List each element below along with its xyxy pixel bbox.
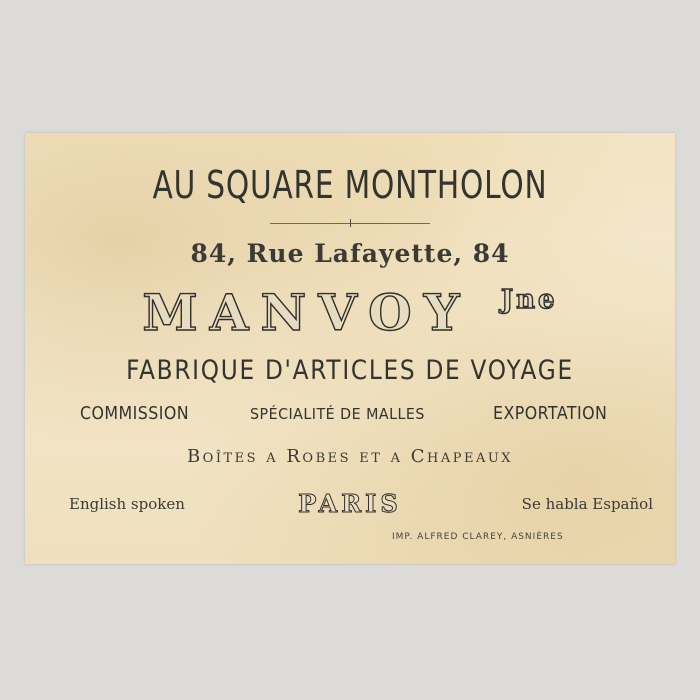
trade-description: FABRIQUE D'ARTICLES DE VOYAGE (126, 355, 574, 386)
city-name: PARIS (298, 489, 402, 518)
shop-name-heading: AU SQUARE MONTHOLON (152, 163, 548, 207)
goods-line: Boîtes a Robes et a Chapeaux (186, 446, 514, 467)
trade-card (25, 133, 675, 564)
spanish-spoken-note: Se habla Español (521, 495, 653, 513)
ornamental-rule-tick (350, 219, 351, 227)
proprietor-name (25, 283, 675, 342)
services-row (25, 403, 675, 427)
service-commission: COMMISSION (80, 403, 190, 424)
english-spoken-note: English spoken (69, 495, 185, 513)
service-speciality: SPÉCIALITÉ DE MALLES (250, 405, 425, 423)
street-address: 84, Rue Lafayette, 84 (190, 239, 510, 268)
bottom-row (25, 489, 675, 519)
proprietor-suffix: Jne (500, 285, 558, 315)
service-export: EXPORTATION (493, 403, 608, 424)
proprietor-surname: MANVOY (142, 283, 472, 342)
printer-imprint: IMP. ALFRED CLAREY, ASNIÈRES (392, 532, 564, 542)
